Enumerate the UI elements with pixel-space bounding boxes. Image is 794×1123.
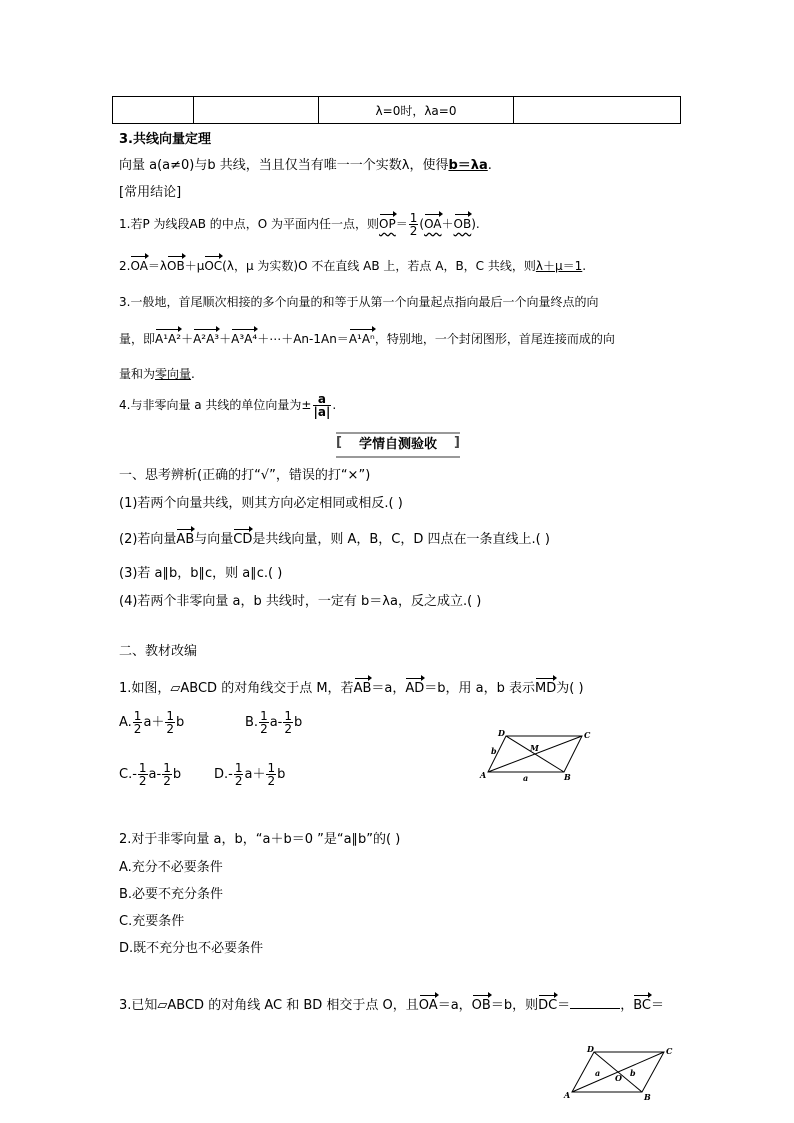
option-a[interactable]: A. $\frac{1}{2}$ a＋ $\frac{1}{2}$ b bbox=[119, 709, 185, 736]
table-cell: λ=0时，λa=0 bbox=[319, 97, 514, 124]
label-o: O bbox=[615, 1073, 622, 1083]
option-d[interactable]: D.- $\frac{1}{2}$ a＋ $\frac{1}{2}$ b bbox=[214, 761, 286, 788]
vector-bc: BC bbox=[633, 998, 651, 1013]
option-b[interactable]: B. $\frac{1}{2}$ a- $\frac{1}{2}$ b bbox=[245, 709, 303, 736]
part2-title: 二、教材改编 bbox=[119, 644, 198, 659]
vector-ob: OB bbox=[453, 217, 472, 231]
label-vec-b: b bbox=[630, 1068, 636, 1078]
label-c: C bbox=[584, 730, 591, 740]
vector-md: MD bbox=[535, 681, 557, 696]
vector: A²A³ bbox=[193, 332, 220, 346]
part1-title: 一、思考辨析(正确的打“√”，错误的打“×”) bbox=[119, 468, 371, 483]
text: 向量 a(a≠0)与b 共线，当且仅当有唯一一个实数λ，使得 bbox=[119, 158, 449, 173]
vector: A¹Aⁿ bbox=[348, 332, 375, 346]
p2-option-c[interactable]: C.充要条件 bbox=[119, 914, 185, 929]
label-a: A bbox=[564, 1090, 571, 1100]
table-cell bbox=[514, 97, 681, 124]
problem-2: 2.对于非零向量 a，b，“a＋b＝0 ”是“a∥b”的( ) bbox=[119, 832, 401, 847]
label-c: C bbox=[666, 1046, 673, 1056]
fraction: $\frac{a}{|a|}$ bbox=[313, 392, 331, 419]
section-title: 3.共线向量定理 bbox=[119, 132, 211, 147]
text: . bbox=[487, 158, 492, 173]
problem-1: 1.如图，▱ABCD 的对角线交于点 M，若AB＝a，AD＝b，用 a，b 表示MD为( ) bbox=[119, 681, 584, 696]
label-d: D bbox=[587, 1044, 594, 1054]
label-vec-a: a bbox=[523, 773, 529, 782]
label-vec-a: a bbox=[595, 1068, 601, 1078]
text: 1.若P 为线段AB 的中点，O 为平面内任一点，则 bbox=[119, 217, 380, 231]
problem-3: 3.已知▱ABCD 的对角线 AC 和 BD 相交于点 O，且OA＝a，OB＝b，则DC＝ ，BC＝ bbox=[119, 998, 664, 1013]
vector-ob: OB bbox=[167, 259, 185, 273]
vector-oa: OA bbox=[418, 998, 438, 1013]
answer-blank[interactable] bbox=[570, 996, 620, 1009]
question-3: (3)若 a∥b，b∥c，则 a∥c.( ) bbox=[119, 566, 283, 581]
vector: A³A⁴ bbox=[231, 332, 258, 346]
vector: A¹A² bbox=[155, 332, 182, 346]
question-1: (1)若两个向量共线，则其方向必定相同或相反.( ) bbox=[119, 496, 403, 511]
conclusion-3-line3: 量和为零向量. bbox=[119, 367, 195, 381]
label-vec-b: b bbox=[491, 746, 497, 756]
conclusion-3-line1: 3.一般地，首尾顺次相接的多个向量的和等于从第一个向量起点指向最后一个向量终点的向 bbox=[119, 295, 599, 309]
question-2: (2)若向量AB与向量CD是共线向量，则 A，B，C，D 四点在一条直线上.( ) bbox=[119, 532, 550, 547]
vector-cd: CD bbox=[233, 532, 253, 547]
conclusion-3-line2: 量，即A¹A²＋A²A³＋A³A⁴＋⋯＋An-1An＝A¹Aⁿ，特别地，一个封闭图形，首尾连接而成的向 bbox=[119, 332, 615, 346]
vector-oa: OA bbox=[424, 217, 442, 231]
section-banner: [ 学情自测验收 ] bbox=[336, 432, 460, 458]
table-cell bbox=[194, 97, 319, 124]
vector-op: OP bbox=[379, 217, 396, 231]
conclusion-4: 4.与非零向量 a 共线的单位向量为± $\frac{a}{|a|}$ . bbox=[119, 392, 337, 419]
option-c[interactable]: C.- $\frac{1}{2}$ a- $\frac{1}{2}$ b bbox=[119, 761, 182, 788]
label-d: D bbox=[498, 728, 505, 738]
vector-oc: OC bbox=[204, 259, 223, 273]
label-a: A bbox=[480, 770, 487, 780]
vector-dc: DC bbox=[538, 998, 558, 1013]
label-b: B bbox=[644, 1092, 651, 1102]
p2-option-a[interactable]: A.充分不必要条件 bbox=[119, 860, 223, 875]
theorem-statement bbox=[119, 154, 492, 173]
conclusion-1: 1.若P 为线段AB 的中点，O 为平面内任一点，则OP＝ $\frac{1}{2}$ (OA＋OB). bbox=[119, 211, 480, 238]
p2-option-d[interactable]: D.既不充分也不必要条件 bbox=[119, 941, 264, 956]
key-term: 零向量 bbox=[155, 367, 192, 381]
vector-ab: AB bbox=[353, 681, 372, 696]
vector-ab: AB bbox=[176, 532, 195, 547]
label-b: B bbox=[564, 772, 571, 782]
vector-ad: AD bbox=[405, 681, 425, 696]
parallelogram-figure-2 bbox=[560, 1040, 680, 1102]
key-formula: λ＋μ＝1 bbox=[535, 259, 583, 273]
vector-oa: OA bbox=[130, 259, 148, 273]
table-cell bbox=[113, 97, 194, 124]
conclusions-title: [常用结论] bbox=[119, 185, 182, 200]
fraction: $\frac{1}{2}$ bbox=[409, 211, 418, 238]
question-4: (4)若两个非零向量 a，b 共线时，一定有 b＝λa，反之成立.( ) bbox=[119, 594, 482, 609]
label-m: M bbox=[530, 743, 539, 753]
key-formula: b＝λa bbox=[448, 158, 488, 173]
parallelogram-figure-1 bbox=[478, 726, 598, 782]
vector-ob: OB bbox=[471, 998, 491, 1013]
vector: An-1An bbox=[293, 332, 337, 346]
properties-table-row bbox=[112, 96, 681, 124]
p2-option-b[interactable]: B.必要不充分条件 bbox=[119, 887, 224, 902]
conclusion-2: 2.OA＝λOB＋μOC(λ，μ 为实数)O 不在直线 AB 上，若点 A，B，C 共线，则λ＋μ＝1. bbox=[119, 259, 587, 273]
